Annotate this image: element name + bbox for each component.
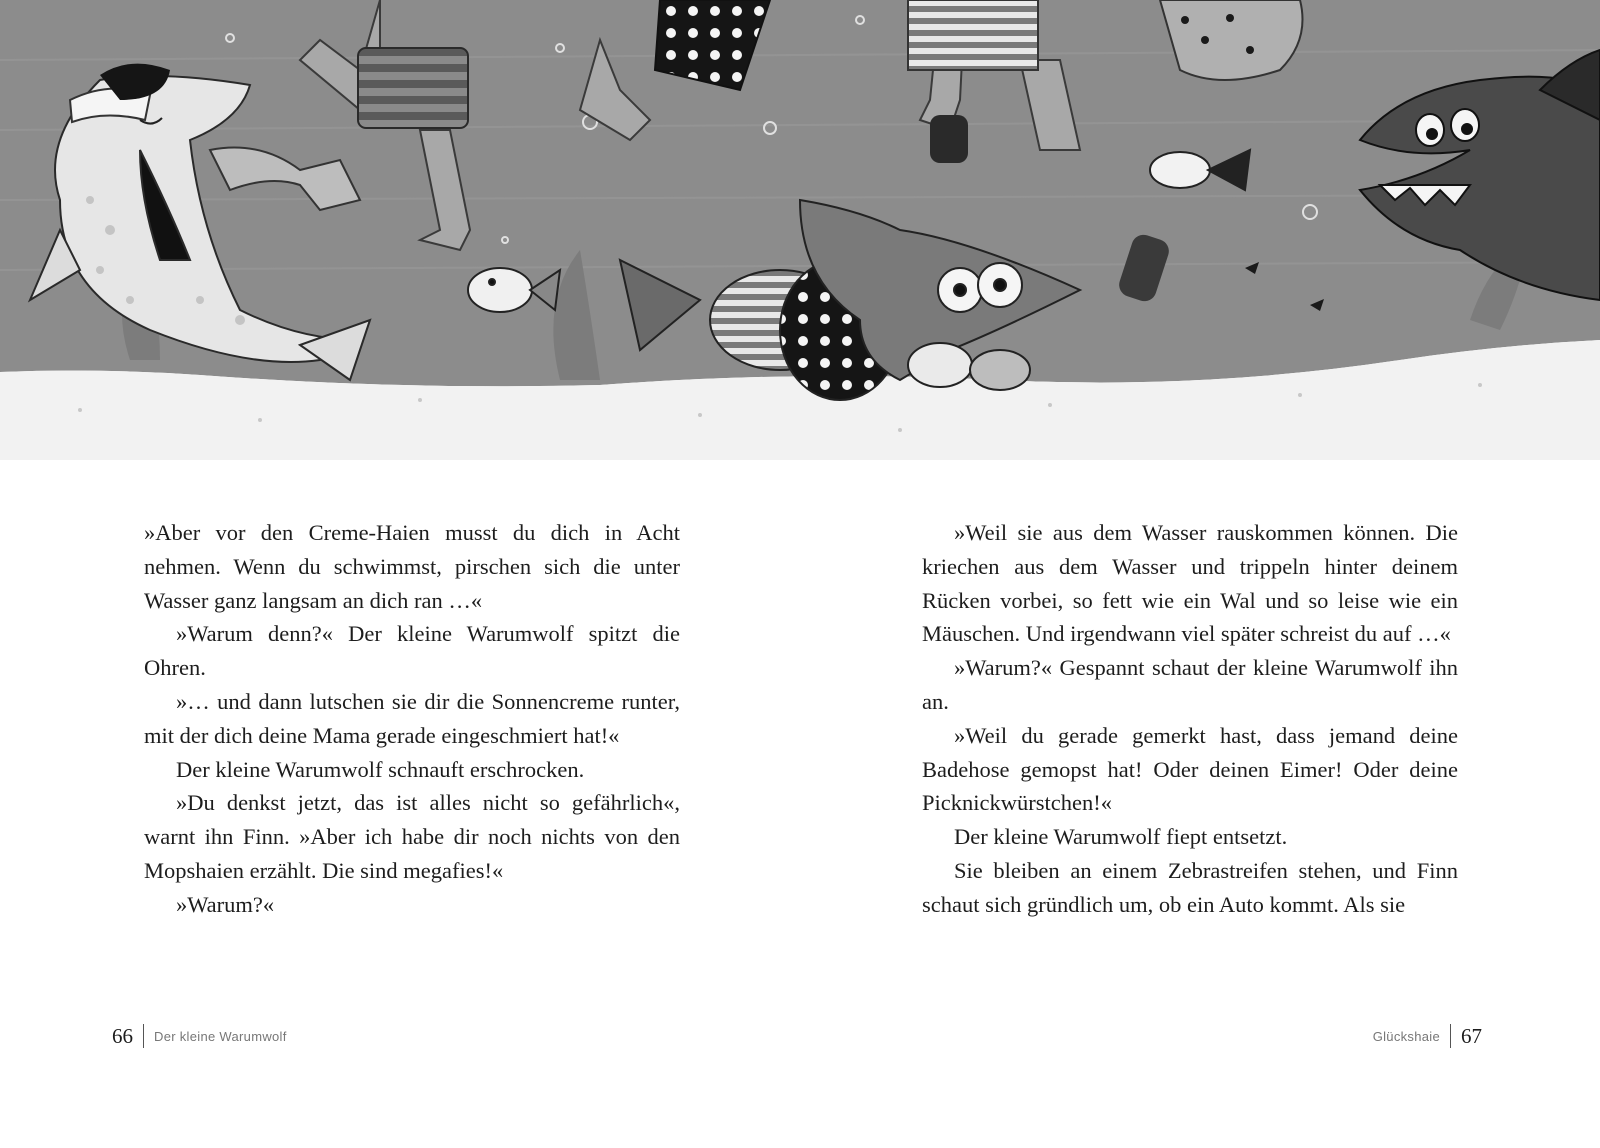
right-page-footer: [1373, 1022, 1482, 1050]
paragraph: »Weil sie aus dem Wasser rauskommen können. Die kriechen aus dem Wasser und trippeln hinter deinem Rücken vorbei, so fett wie ein Wal und so leise wie ein Mäuschen. Und irgendwann viel später schreist du auf …«: [922, 520, 1458, 647]
paragraph: Sie bleiben an einem Zebrastreifen stehen, und Finn schaut sich gründlich um, ob ein Auto kommt. Als sie: [922, 857, 1458, 917]
paragraph: »Warum?« Gespannt schaut der kleine Warumwolf ihn an.: [922, 655, 1458, 714]
running-head: Der kleine Warumwolf: [154, 1028, 287, 1044]
paragraph: »Warum?«: [176, 891, 275, 917]
paragraph: »Du denkst jetzt, das ist alles nicht so gefährlich«, warnt ihn Finn. »Aber ich habe dir noch nichts von den Mopshaien erzählt. Die sind megafies!«: [144, 790, 680, 883]
left-page-text: [144, 516, 680, 922]
underwater-illustration: [0, 0, 1600, 460]
left-page-footer: [112, 1022, 287, 1050]
paragraph: Der kleine Warumwolf schnauft erschrocken.: [176, 756, 585, 782]
running-head: Glückshaie: [1372, 1028, 1440, 1044]
page-number: 67: [1461, 1023, 1482, 1048]
page-number: 66: [112, 1023, 133, 1048]
paragraph: »Aber vor den Creme-Haien musst du dich in Acht nehmen. Wenn du schwimmst, pirschen sich die unter Wasser ganz langsam an dich ran …«: [144, 520, 680, 613]
paragraph: »Warum denn?« Der kleine Warumwolf spitzt die Ohren.: [144, 621, 680, 681]
footer-divider: [1450, 1024, 1451, 1048]
paragraph: Der kleine Warumwolf fiept entsetzt.: [954, 824, 1288, 850]
footer-divider: [143, 1024, 144, 1048]
right-page-text: [922, 516, 1458, 922]
paragraph: »Weil du gerade gemerkt hast, dass jemand deine Badehose gemopst hat! Oder deinen Eimer! Oder deine Picknickwürstchen!«: [922, 722, 1458, 816]
paragraph: »… und dann lutschen sie dir die Sonnencreme runter, mit der dich deine Mama gerade eingeschmiert hat!«: [144, 688, 680, 748]
